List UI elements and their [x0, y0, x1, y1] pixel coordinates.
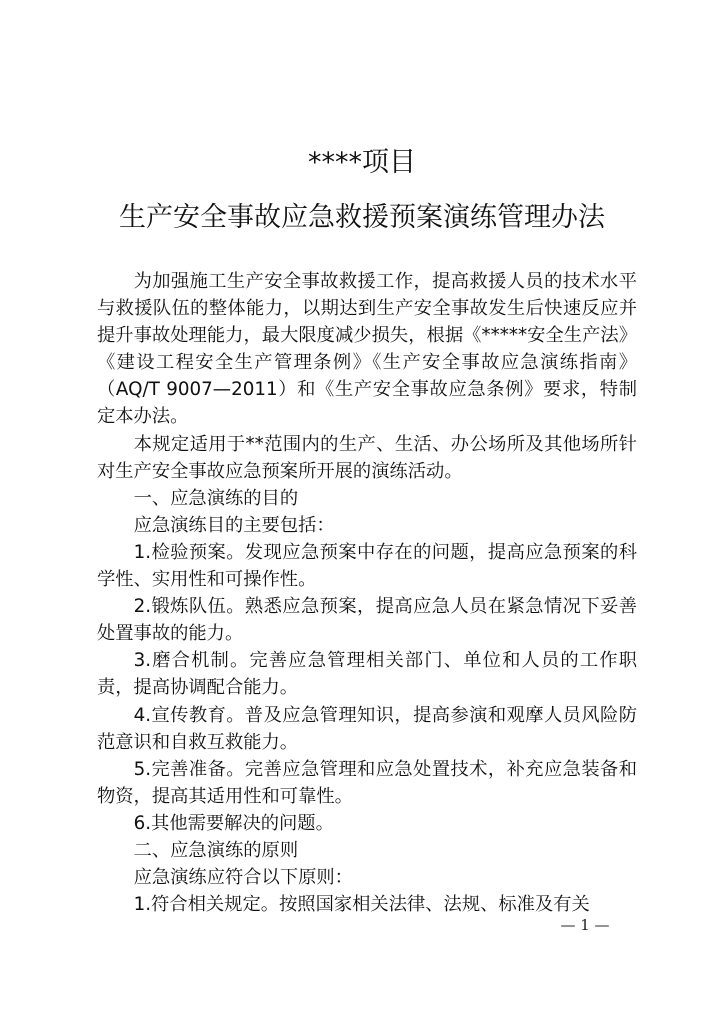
paragraph-intro: 为加强施工生产安全事故救援工作，提高救援人员的技术水平与救援队伍的整体能力，以期达到生产安全事故发生后快速反应并提升事故处理能力，最大限度减少损失，根据《*****安全生产法》《建设工程安全生产管理条例》《生产安全事故应急演练指南》（AQ/T 9007—2011）和《生产安全事故应急条例》要求，特制定本办法。 — [97, 271, 637, 428]
list-item-purpose-6: 6.其他需要解决的问题。 — [133, 812, 334, 834]
list-item-purpose-4: 4.宣传教育。普及应急管理知识，提高参演和观摩人员风险防范意识和自救互救能力。 — [97, 704, 637, 753]
document-title-project: ****项目 — [308, 147, 416, 178]
document-body — [97, 268, 637, 918]
list-item-purpose-5: 5.完善准备。完善应急管理和应急处置技术，补充应急装备和物资，提高其适用性和可靠性。 — [97, 758, 637, 807]
section-heading-purpose: 一、应急演练的目的 — [133, 487, 299, 509]
section-heading-principles: 二、应急演练的原则 — [133, 839, 299, 861]
paragraph-scope: 本规定适用于**范围内的生产、生活、办公场所及其他场所针对生产安全事故应急预案所开展的演练活动。 — [97, 433, 637, 482]
list-item-purpose-3: 3.磨合机制。完善应急管理相关部门、单位和人员的工作职责，提高协调配合能力。 — [97, 650, 637, 699]
list-item-principle-1: 1.符合相关规定。按照国家相关法律、法规、标准及有关 — [133, 894, 590, 916]
document-title-main: 生产安全事故应急救援预案演练管理办法 — [119, 202, 605, 233]
list-item-purpose-1: 1.检验预案。发现应急预案中存在的问题，提高应急预案的科学性、实用性和可操作性。 — [97, 541, 637, 591]
list-item-purpose-2: 2.锻炼队伍。熟悉应急预案，提高应急人员在紧急情况下妥善处置事故的能力。 — [97, 596, 637, 645]
paragraph-principles-intro: 应急演练应符合以下原则： — [133, 867, 353, 889]
page-number: — 1 — — [560, 916, 610, 934]
paragraph-purpose-intro: 应急演练目的主要包括： — [133, 514, 335, 536]
